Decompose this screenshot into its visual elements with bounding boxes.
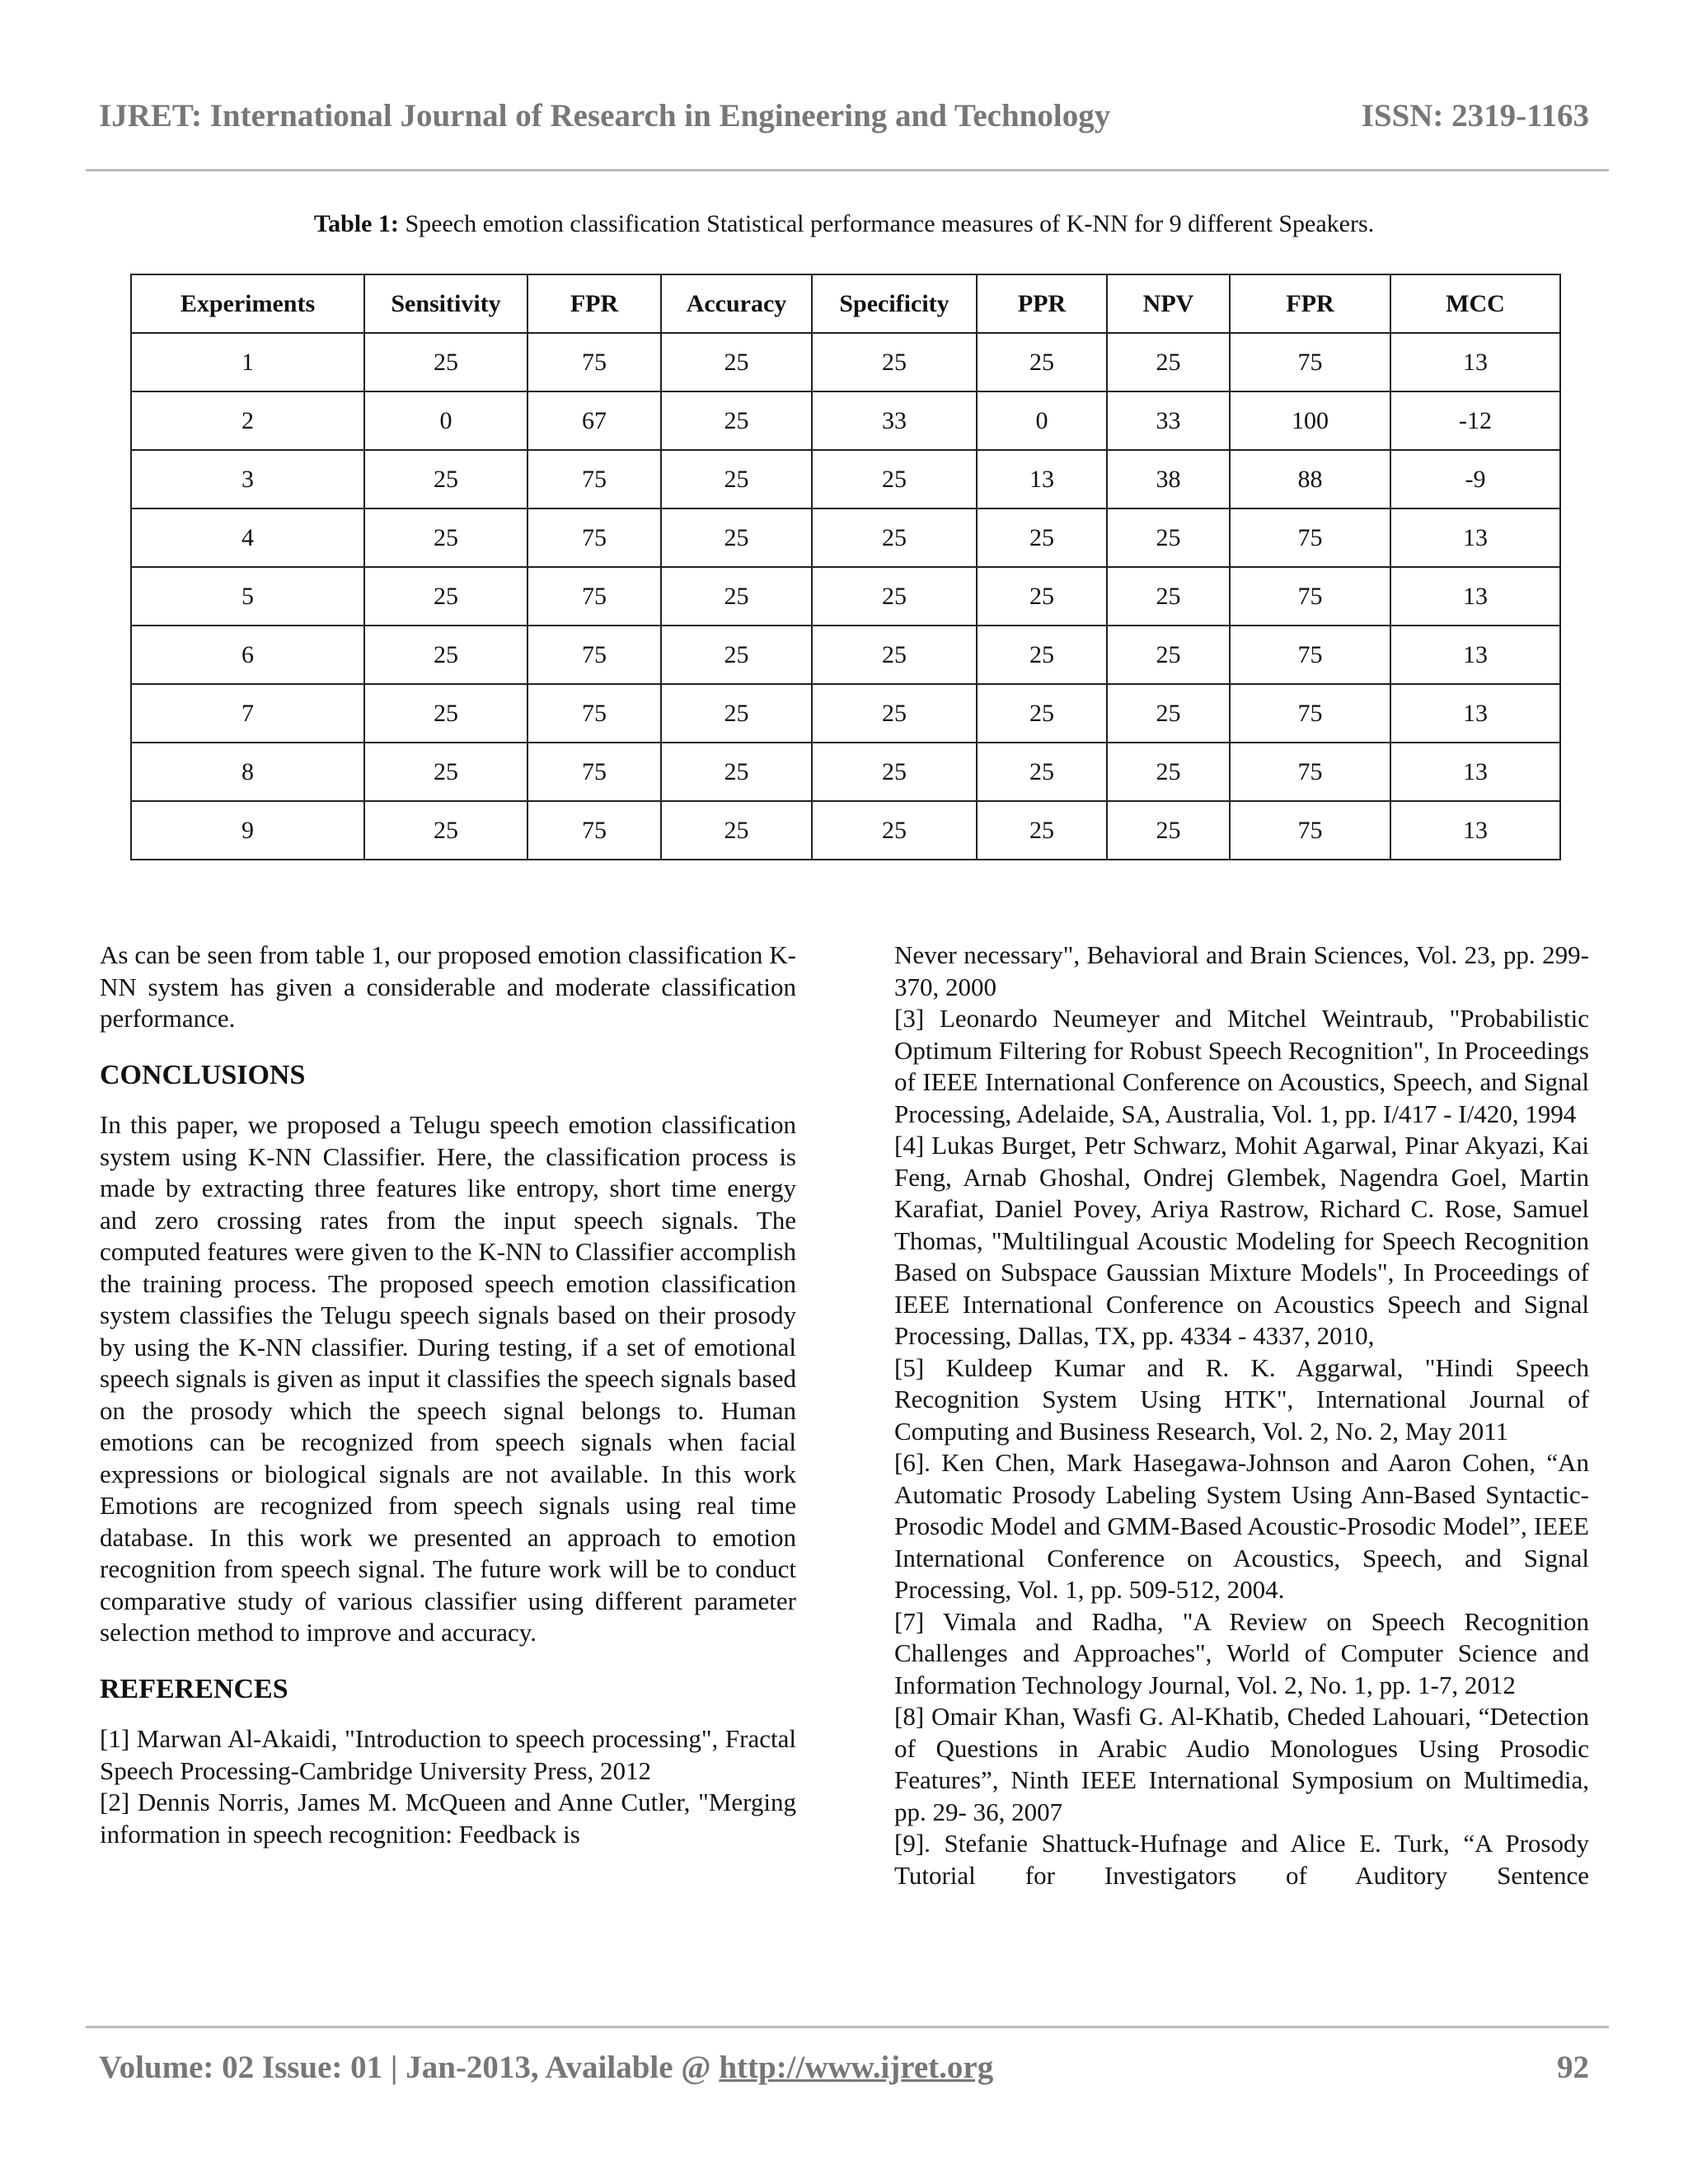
table-cell: 75 [528, 509, 661, 567]
table-cell: 25 [977, 567, 1107, 626]
table-cell: 25 [977, 801, 1107, 860]
table-cell: 33 [812, 391, 977, 450]
table-cell: 25 [1107, 801, 1230, 860]
table-cell: 25 [661, 450, 812, 509]
table-cell: 25 [364, 450, 528, 509]
table-row [131, 509, 1560, 567]
table-cell: 25 [364, 684, 528, 743]
column-header: FPR [1230, 274, 1390, 333]
column-header: Specificity [812, 274, 977, 333]
column-header: Sensitivity [364, 274, 528, 333]
table-cell: 75 [1230, 567, 1390, 626]
column-header: Accuracy [661, 274, 812, 333]
table-cell: 25 [364, 801, 528, 860]
column-header: NPV [1107, 274, 1230, 333]
reference-item: [9]. Stefanie Shattuck-Hufnage and Alice E. Turk, “A Prosody Tutorial for Investigators of Auditory Sentence [894, 1829, 1589, 1890]
table-cell: 1 [131, 333, 364, 391]
journal-title: IJRET: International Journal of Research in Engineering and Technology [99, 98, 1111, 134]
table-cell: 13 [1390, 801, 1560, 860]
table-row [131, 684, 1560, 743]
table-cell: 25 [977, 509, 1107, 567]
table-cell: 25 [1107, 509, 1230, 567]
table-row [131, 801, 1560, 860]
table-cell: 25 [661, 801, 812, 860]
table-cell: 13 [977, 450, 1107, 509]
reference-item: [6]. Ken Chen, Mark Hasegawa-Johnson and Aaron Cohen, “An Automatic Prosody Labeling System Using Ann-Based Syntactic-Prosodic Model and GMM-Based Acoustic-Prosodic Model”, IEEE International Conference on Acoustics, Speech, and Signal Processing, Vol. 1, pp. 509-512, 2004. [894, 1448, 1589, 1604]
table-body [131, 333, 1560, 860]
table-cell: 75 [1230, 801, 1390, 860]
table-cell: 13 [1390, 567, 1560, 626]
table-row [131, 391, 1560, 450]
table-cell: 25 [812, 801, 977, 860]
table-cell: 25 [661, 626, 812, 684]
table-cell: 25 [977, 743, 1107, 801]
reference-item: [3] Leonardo Neumeyer and Mitchel Weintraub, "Probabilistic Optimum Filtering for Robust Speech Recognition", In Proceedings of IEEE International Conference on Acoustics, Speech, and Signal Processing, Adelaide, SA, Australia, Vol. 1, pp. I/417 - I/420, 1994 [894, 1004, 1589, 1128]
table-row [131, 333, 1560, 391]
table-cell: 75 [528, 567, 661, 626]
table-cell: 25 [812, 509, 977, 567]
table-cell: -12 [1390, 391, 1560, 450]
conclusions-heading: CONCLUSIONS [100, 1059, 306, 1090]
table-cell: 75 [1230, 626, 1390, 684]
table-cell: 25 [661, 743, 812, 801]
issn-label: ISSN: 2319-1163 [1361, 98, 1589, 134]
column-header: PPR [977, 274, 1107, 333]
table-cell: 25 [1107, 684, 1230, 743]
performance-table [130, 274, 1561, 860]
table-cell: 25 [977, 333, 1107, 391]
table-cell: 5 [131, 567, 364, 626]
footer-divider [86, 2026, 1609, 2028]
table-cell: 75 [528, 801, 661, 860]
table-cell: 0 [364, 391, 528, 450]
table-cell: 25 [364, 509, 528, 567]
table-cell: 25 [977, 684, 1107, 743]
table-cell: 25 [364, 333, 528, 391]
table-cell: 75 [528, 684, 661, 743]
table-cell: 75 [528, 450, 661, 509]
footer-volume [99, 2049, 993, 2086]
table-cell: 13 [1390, 509, 1560, 567]
table-row [131, 450, 1560, 509]
reference-item: [8] Omair Khan, Wasfi G. Al-Khatib, Cheded Lahouari, “Detection of Questions in Arabic Audio Monologues Using Prosodic Features”, Ninth IEEE International Symposium on Multimedia, pp. 29- 36, 2007 [894, 1702, 1589, 1826]
table-cell: 25 [812, 450, 977, 509]
table-cell: 75 [1230, 509, 1390, 567]
right-column [894, 940, 1589, 1891]
table-cell: 100 [1230, 391, 1390, 450]
table-cell: 13 [1390, 626, 1560, 684]
footer-volume-text: Volume: 02 Issue: 01 | Jan-2013, Available @ [99, 2050, 720, 2085]
table-cell: 75 [1230, 684, 1390, 743]
column-header: MCC [1390, 274, 1560, 333]
table-cell: 75 [1230, 743, 1390, 801]
table-cell: 38 [1107, 450, 1230, 509]
table-cell: 13 [1390, 743, 1560, 801]
reference-item: [5] Kuldeep Kumar and R. K. Aggarwal, "Hindi Speech Recognition System Using HTK", International Journal of Computing and Business Research, Vol. 2, No. 2, May 2011 [894, 1352, 1589, 1446]
table-cell: 25 [977, 626, 1107, 684]
table-cell: 13 [1390, 333, 1560, 391]
table-cell: 25 [661, 509, 812, 567]
table-cell: 9 [131, 801, 364, 860]
intro-paragraph: As can be seen from table 1, our proposed emotion classification K-NN system has given a considerable and moderate classification performance. [100, 940, 796, 1033]
table-cell: 0 [977, 391, 1107, 450]
table-header-row [131, 274, 1560, 333]
table-caption-text: Speech emotion classification Statistical performance measures of K-NN for 9 different Speakers. [398, 210, 1375, 237]
table-cell: 8 [131, 743, 364, 801]
table-cell: 75 [528, 743, 661, 801]
table-cell: 25 [1107, 567, 1230, 626]
table-cell: -9 [1390, 450, 1560, 509]
table-cell: 6 [131, 626, 364, 684]
table-cell: 13 [1390, 684, 1560, 743]
table-caption-label: Table 1: [313, 210, 399, 237]
table-cell: 25 [812, 567, 977, 626]
table-cell: 25 [1107, 333, 1230, 391]
table-cell: 3 [131, 450, 364, 509]
table-cell: 75 [528, 626, 661, 684]
table-cell: 25 [661, 391, 812, 450]
table-row [131, 743, 1560, 801]
table-cell: 4 [131, 509, 364, 567]
table-cell: 25 [812, 333, 977, 391]
table-cell: 25 [1107, 743, 1230, 801]
reference-item: [1] Marwan Al-Akaidi, "Introduction to speech processing", Fractal Speech Processing-Cambridge University Press, 2012 [100, 1724, 796, 1785]
running-header [99, 97, 1589, 134]
column-header: FPR [528, 274, 661, 333]
references-heading: REFERENCES [100, 1673, 288, 1704]
table-cell: 33 [1107, 391, 1230, 450]
table-row [131, 567, 1560, 626]
table-cell: 25 [812, 684, 977, 743]
table-cell: 75 [1230, 333, 1390, 391]
table-cell: 25 [364, 567, 528, 626]
table-cell: 7 [131, 684, 364, 743]
left-column [100, 940, 796, 1850]
reference-item: [4] Lukas Burget, Petr Schwarz, Mohit Agarwal, Pinar Akyazi, Kai Feng, Arnab Ghoshal, Ondrej Glembek, Nagendra Goel, Martin Karafiat, Daniel Povey, Ariya Rastrow, Richard C. Rose, Samuel Thomas, "Multilingual Acoustic Modeling for Speech Recognition Based on Subspace Gaussian Mixture Models", In Proceedings of IEEE International Conference on Acoustics Speech and Signal Processing, Dallas, TX, pp. 4334 - 4337, 2010, [894, 1131, 1589, 1350]
column-header: Experiments [131, 274, 364, 333]
page-number: 92 [1557, 2050, 1589, 2085]
table-cell: 25 [812, 626, 977, 684]
table-cell: 25 [661, 567, 812, 626]
table-cell: 75 [528, 333, 661, 391]
table-cell: 25 [1107, 626, 1230, 684]
journal-link[interactable]: http://www.ijret.org [719, 2050, 994, 2085]
table-cell: 88 [1230, 450, 1390, 509]
conclusions-paragraph: In this paper, we proposed a Telugu speech emotion classification system using K-NN Classifier. Here, the classification process is made by extracting three features like entropy, short time energy and zero crossing rates from the input speech signals. The computed features were given to the K-NN to Classifier accomplish the training process. The proposed speech emotion classification system classifies the Telugu speech signals based on their prosody by using the K-NN classifier. During testing, if a set of emotional speech signals is given as input it classifies the speech signals based on the prosody which the speech signal belongs to. Human emotions can be recognized from speech signals when facial expressions or biological signals are not available. In this work Emotions are recognized from speech signals using real time database. In this work we presented an approach to emotion recognition from speech signal. The future work will be to conduct comparative study of various classifier using different parameter selection method to improve and accuracy. [100, 1110, 796, 1647]
reference-item: [7] Vimala and Radha, "A Review on Speech Recognition Challenges and Approaches", World of Computer Science and Information Technology Journal, Vol. 2, No. 1, pp. 1-7, 2012 [894, 1606, 1589, 1699]
running-footer [99, 2049, 1589, 2086]
table-cell: 25 [364, 626, 528, 684]
table-cell: 67 [528, 391, 661, 450]
table-row [131, 626, 1560, 684]
reference-item: Never necessary", Behavioral and Brain Sciences, Vol. 23, pp. 299-370, 2000 [894, 940, 1589, 1001]
table-cell: 25 [661, 684, 812, 743]
table-cell: 25 [812, 743, 977, 801]
table-caption [0, 210, 1688, 238]
table-cell: 25 [364, 743, 528, 801]
table-cell: 25 [661, 333, 812, 391]
header-divider [86, 169, 1609, 171]
reference-item: [2] Dennis Norris, James M. McQueen and Anne Cutler, "Merging information in speech recognition: Feedback is [100, 1788, 796, 1849]
table-cell: 2 [131, 391, 364, 450]
